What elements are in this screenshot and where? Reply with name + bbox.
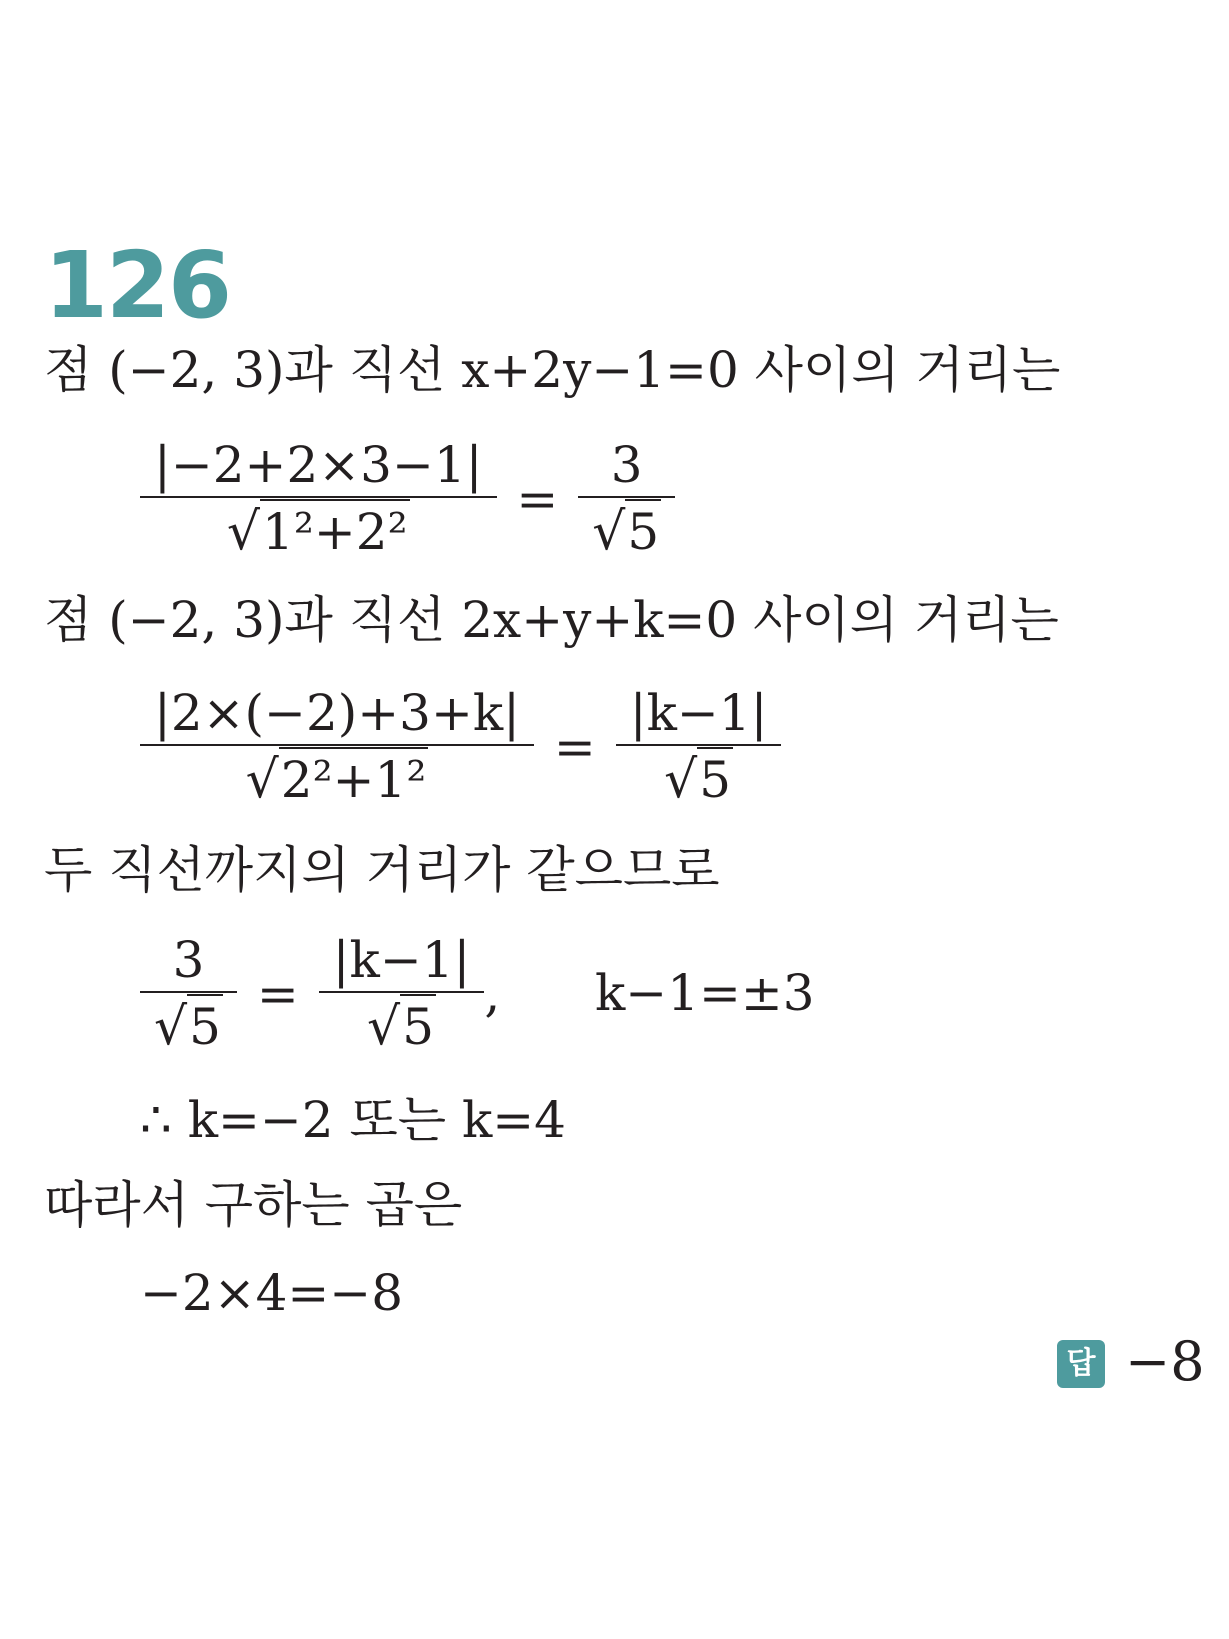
- eq2-rhs-numerator: |k−1|: [616, 688, 782, 746]
- eq3-result: k−1=±3: [595, 964, 815, 1022]
- sqrt-icon: √: [154, 997, 188, 1057]
- statement-line-1: 점 (−2, 3)과 직선 x+2y−1=0 사이의 거리는: [44, 341, 1061, 399]
- comma: ,: [484, 965, 501, 1023]
- sqrt-icon: √: [367, 997, 401, 1057]
- eq3-rhs-fraction: [319, 931, 485, 1057]
- equals-sign: =: [553, 718, 596, 776]
- eq1-rhs-numerator: 3: [578, 440, 675, 498]
- eq1-lhs-fraction: [140, 436, 497, 562]
- eq2-rhs-fraction: [616, 684, 782, 810]
- problem-number: 126: [44, 232, 231, 339]
- equation-2: [140, 684, 781, 810]
- equation-1: [140, 436, 675, 562]
- eq3-lhs-denominator: [140, 993, 237, 1057]
- eq1-rhs-denominator: [578, 498, 675, 562]
- eq2-lhs-radicand: 2²+1²: [279, 747, 429, 809]
- eq3-rhs-radicand: 5: [400, 994, 436, 1056]
- equation-3: [140, 931, 501, 1057]
- eq1-rhs-radicand: 5: [625, 499, 661, 561]
- sqrt-icon: √: [592, 502, 626, 562]
- statement-line-2: 점 (−2, 3)과 직선 2x+y+k=0 사이의 거리는: [44, 591, 1059, 649]
- eq1-lhs-radicand: 1²+2²: [260, 499, 410, 561]
- eq1-lhs-numerator: |−2+2×3−1|: [140, 440, 497, 498]
- eq3-lhs-radicand: 5: [187, 994, 223, 1056]
- sqrt-icon: √: [226, 502, 261, 562]
- eq3-rhs-numerator: |k−1|: [319, 935, 485, 993]
- eq2-lhs-denominator: [140, 746, 534, 810]
- eq3-lhs-numerator: 3: [140, 935, 237, 993]
- equals-sign: =: [256, 965, 299, 1023]
- product-equation: −2×4=−8: [140, 1264, 404, 1322]
- eq3-rhs-denominator: [319, 993, 485, 1057]
- answer-value: −8: [1125, 1330, 1205, 1393]
- eq2-rhs-radicand: 5: [697, 747, 733, 809]
- eq2-rhs-denominator: [616, 746, 782, 810]
- answer-badge: 답: [1057, 1340, 1105, 1388]
- statement-line-4: 따라서 구하는 곱은: [44, 1176, 463, 1234]
- eq1-lhs-denominator: [140, 498, 497, 562]
- therefore-line: ∴ k=−2 또는 k=4: [140, 1091, 566, 1149]
- statement-line-3: 두 직선까지의 거리가 같으므로: [44, 841, 720, 899]
- equals-sign: =: [516, 470, 559, 528]
- sqrt-icon: √: [245, 750, 279, 810]
- eq1-rhs-fraction: [578, 436, 675, 562]
- eq2-lhs-fraction: [140, 684, 534, 810]
- eq2-lhs-numerator: |2×(−2)+3+k|: [140, 688, 534, 746]
- eq3-lhs-fraction: [140, 931, 237, 1057]
- sqrt-icon: √: [664, 750, 698, 810]
